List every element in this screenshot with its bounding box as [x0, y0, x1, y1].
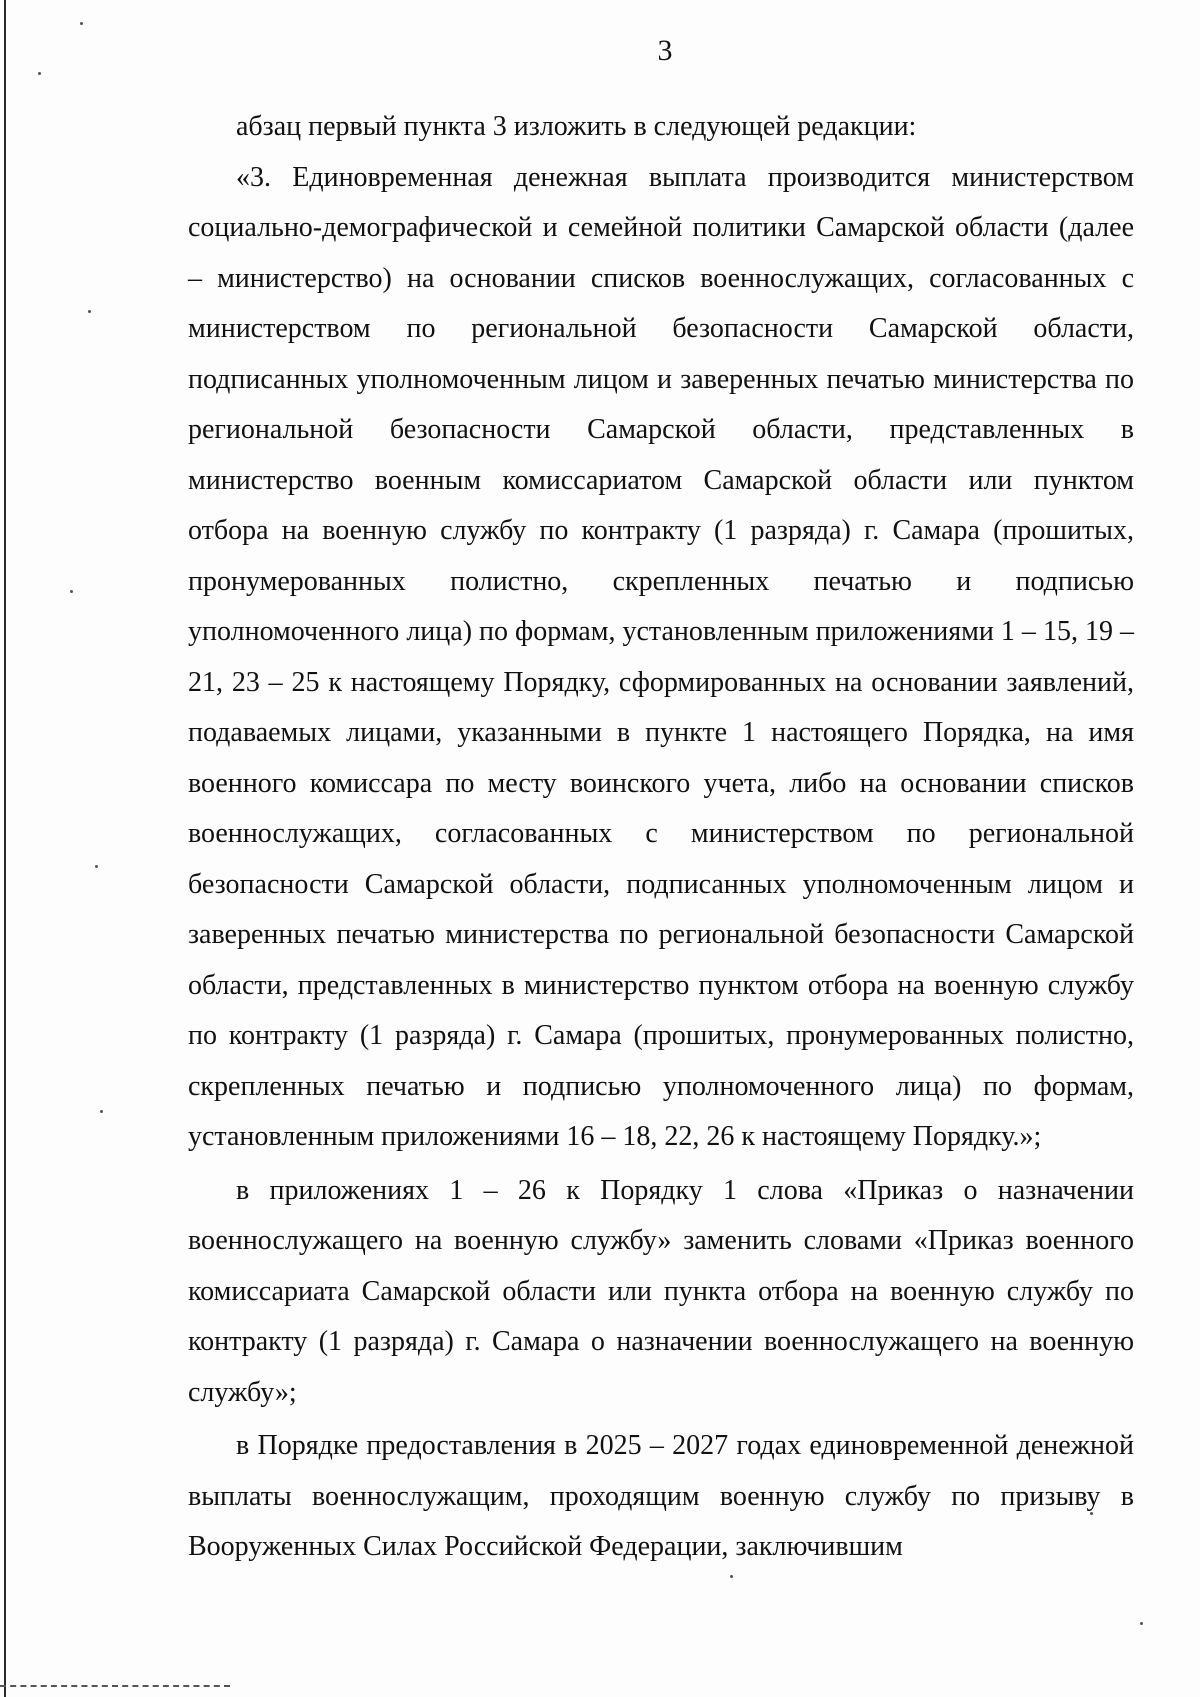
scan-speck: [730, 1575, 733, 1578]
document-body: [188, 102, 1134, 1573]
scan-speck: [80, 22, 83, 25]
scan-bottom-artifact: [0, 1685, 230, 1687]
scan-speck: [88, 310, 91, 313]
scan-speck: [70, 590, 73, 593]
paragraph-appendices: в приложениях 1 – 26 к Порядку 1 слова «Приказ о назначении военнослужащего на военную службу» заменить словами «Приказ военного комиссариата Самарской области или пункта отбора на военную службу по контракту (1 разряда) г. Самара о назначении военнослужащего на военную службу»;: [188, 1174, 1134, 1408]
scan-speck: [38, 72, 41, 75]
scan-left-edge: [4, 0, 6, 1697]
paragraph-procedure: в Порядке предоставления в 2025 – 2027 годах единовременной денежной выплаты военнослужащим, проходящим военную службу по призыву в Вооруженных Силах Российской Федерации, заключившим: [188, 1430, 1134, 1562]
paragraph-point-3: «3. Единовременная денежная выплата производится министерством социально-демографической и семейной политики Самарской области (далее – министерство) на основании списков военнослужащих, согласованных с министерством по региональной безопасности Самарской области, подписанных уполномоченным лицом и заверенных печатью министерства по региональной безопасности Самарской области, представленных в министерство военным комиссариатом Самарской области или пунктом отбора на военную службу по контракту (1 разряда) г. Самара (прошитых, пронумерованных полистно, скрепленных печатью и подписью уполномоченного лица) по формам, установленным приложениями 1 – 15, 19 – 21, 23 – 25 к настоящему Порядку, сформированных на основании заявлений, подаваемых лицами, указанными в пункте 1 настоящего Порядка, на имя военного комиссара по месту воинского учета, либо на основании списков военнослужащих, согласованных с министерством по региональной безопасности Самарской области, подписанных уполномоченным лицом и заверенных печатью министерства по региональной безопасности Самарской области, представленных в министерство пунктом отбора на военную службу по контракту (1 разряда) г. Самара (прошитых, пронумерованных полистно, скрепленных печатью и подписью уполномоченного лица) по формам, установленным приложениями 16 – 18, 22, 26 к настоящему Порядку.»;: [188, 161, 1134, 1152]
page-number: 3: [657, 34, 673, 67]
scan-speck: [1090, 1512, 1093, 1515]
paragraph-amendment-intro: абзац первый пункта 3 изложить в следующей редакции:: [236, 111, 917, 142]
scan-speck: [100, 1110, 103, 1113]
scan-speck: [1140, 1622, 1143, 1625]
scan-speck: [95, 865, 98, 868]
